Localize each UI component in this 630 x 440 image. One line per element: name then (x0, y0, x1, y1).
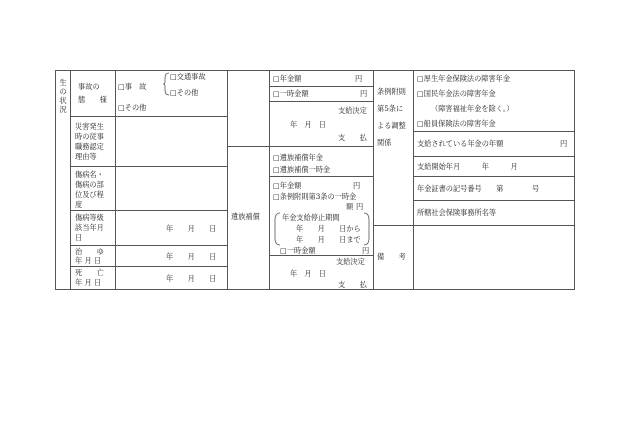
yen-unit: 円 (353, 181, 361, 190)
yen-unit: 円 (355, 74, 363, 83)
divider (269, 255, 374, 256)
decision-label: 支給決定 (338, 106, 367, 115)
other-accident-checkbox[interactable]: □その他 (170, 88, 199, 97)
paid-amount-label: 支給されている年金の年額 (417, 139, 504, 148)
frame-top (55, 70, 575, 71)
divider (70, 70, 71, 289)
frame-left (55, 70, 56, 289)
side-label: 生の状況 (59, 78, 67, 114)
other-checkbox[interactable]: □その他 (118, 103, 147, 112)
frame-right (574, 70, 575, 289)
disaster-label: 理由等 (75, 152, 97, 161)
injury-label: 位及び程 (75, 190, 104, 199)
cert-number-label: 年金証書の記号番号 第 号 (417, 184, 540, 193)
divider (269, 86, 374, 87)
adjust-label: 条例附則 (377, 87, 406, 96)
adjust-label: 第5条に (377, 104, 404, 113)
divider (269, 176, 374, 177)
payment-label: 支 払 (338, 133, 367, 142)
suspension-to[interactable]: 年 月 日まで (296, 235, 361, 244)
yen-unit: 円 (560, 139, 568, 148)
divider (413, 200, 575, 201)
cure-date[interactable]: 年 月 日 (166, 252, 217, 261)
divider (413, 131, 575, 132)
death-date[interactable]: 年 月 日 (166, 274, 217, 283)
suspension-from[interactable]: 年 月 日から (296, 224, 361, 233)
divider (227, 146, 270, 147)
pension-yearly-2-checkbox[interactable]: □年金額 (273, 181, 302, 190)
death-label: 年 月 日 (75, 278, 102, 287)
disaster-label: 職務認定 (75, 142, 104, 151)
start-label: 支給開始年月 年 月 (417, 162, 518, 171)
pension-lump-checkbox[interactable]: □一時金額 (273, 89, 309, 98)
yen-unit: 円 (356, 202, 364, 211)
divider (227, 70, 228, 289)
disaster-label: 災害発生 (75, 122, 104, 131)
grade-date[interactable]: 年 月 日 (166, 224, 217, 233)
injury-label: 傷病名・ (75, 170, 104, 179)
divider (70, 266, 228, 267)
kokumin-note: （障害福祉年金を除く。） (431, 104, 514, 113)
pension-yearly-checkbox[interactable]: □年金額 (273, 74, 302, 83)
decision-label: 支給決定 (336, 257, 365, 266)
bereaved-lump-checkbox[interactable]: □遺族補償一時金 (273, 165, 331, 174)
yen-unit: 円 (362, 246, 370, 255)
bereaved-pension-checkbox[interactable]: □遺族補償年金 (273, 153, 323, 162)
art3-lump-amount: 額 (346, 202, 354, 211)
grade-label: 傷病等級 (75, 213, 104, 222)
grade-label: 該当年月 (75, 223, 104, 232)
art3-lump-checkbox[interactable]: □条例附則第3条の一時金 (273, 192, 357, 201)
payment-label: 支 払 (338, 280, 367, 289)
disaster-label: 時の従事 (75, 132, 104, 141)
divider (70, 116, 228, 117)
divider (413, 156, 575, 157)
decision-date[interactable]: 年 月 日 (290, 120, 326, 129)
death-label: 死 亡 (75, 268, 104, 277)
remarks-label: 備 考 (377, 252, 406, 261)
divider (373, 70, 374, 289)
injury-label: 傷病の部 (75, 180, 104, 189)
adjust-label: 関係 (377, 138, 392, 147)
divider (269, 146, 374, 147)
cure-label: 年 月 日 (75, 256, 102, 265)
divider (70, 245, 228, 246)
kokumin-checkbox[interactable]: □国民年金法の障害年金 (417, 89, 496, 98)
divider (70, 210, 228, 211)
divider (269, 70, 270, 289)
accident-checkbox[interactable]: □事 故 (118, 82, 147, 91)
senin-checkbox[interactable]: □船員保険法の障害年金 (417, 119, 496, 128)
accident-label: 態 様 (78, 95, 107, 104)
divider (70, 166, 228, 167)
kosei-checkbox[interactable]: □厚生年金保険法の障害年金 (417, 74, 511, 83)
office-label: 所轄社会保険事務所名等 (417, 208, 497, 217)
grade-label: 日 (75, 233, 83, 242)
divider (269, 101, 374, 102)
adjust-label: よる調整 (377, 121, 406, 130)
traffic-accident-checkbox[interactable]: □交通事故 (170, 72, 206, 81)
divider (413, 70, 414, 289)
yen-unit: 円 (360, 89, 368, 98)
divider (373, 225, 575, 226)
frame-bottom (55, 289, 575, 290)
suspension-title: 年金支給停止期間 (282, 213, 340, 222)
lump-amount-2-checkbox[interactable]: □一時金額 (280, 246, 316, 255)
divider (413, 176, 575, 177)
injury-label: 度 (75, 200, 83, 209)
cure-label: 治 ゆ (75, 247, 104, 256)
accident-label: 事故の (78, 82, 100, 91)
bereaved-label: 遺族補償 (231, 212, 260, 221)
divider (115, 70, 116, 289)
decision-date[interactable]: 年 月 日 (290, 269, 326, 278)
brace-icon (162, 72, 170, 96)
